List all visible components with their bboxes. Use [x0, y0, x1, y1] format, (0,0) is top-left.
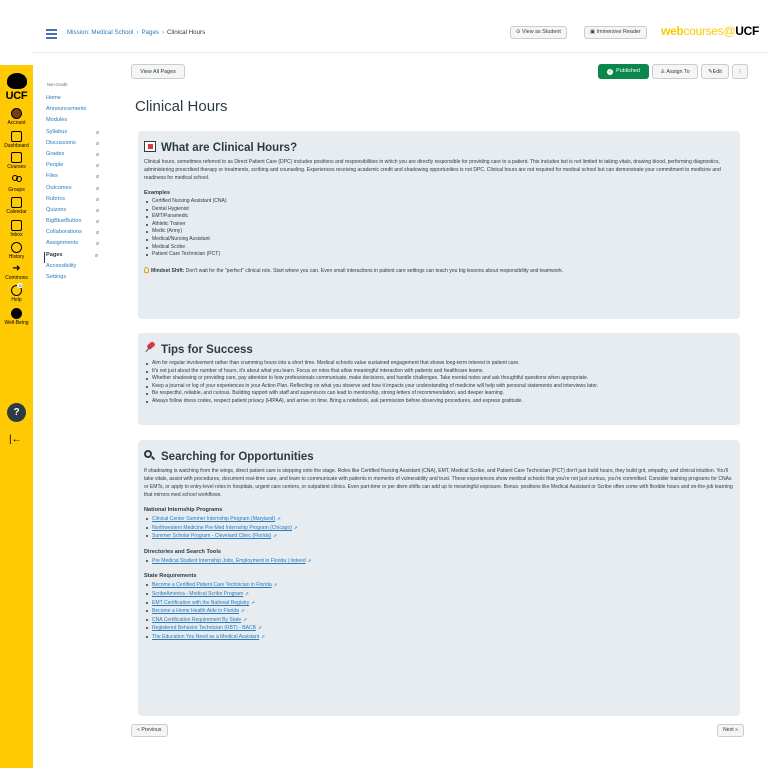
hidden-eye-icon: ø	[96, 129, 100, 136]
list-item: Be respectful, reliable, and curious. Building rapport with staff and supervisors can lead to mentorship, strong letters of recommendation, and deeper learning.	[144, 390, 734, 398]
hidden-eye-icon: ø	[96, 163, 100, 170]
assign-people-icon: ♙	[660, 69, 666, 75]
searching-for-opportunities-card	[138, 440, 740, 716]
list-item: Medical/Nursing Assistant	[144, 236, 734, 244]
hidden-eye-icon: ø	[96, 230, 100, 237]
list-item: Athletic Trainer	[144, 221, 734, 229]
course-nav-files[interactable]: Files ø	[46, 173, 100, 181]
global-nav-courses[interactable]: Courses	[0, 152, 33, 170]
list-item: Medical Scribe	[144, 244, 734, 252]
assign-to-button[interactable]: ♙ Assign To	[652, 64, 698, 79]
state-link[interactable]: EMT Certification with the National Registry	[152, 599, 250, 606]
hidden-eye-icon: ø	[96, 140, 100, 147]
list-item: Keep a journal or log of your experiences in your Action Plan. Reflecting on what you observe and how it impacts your understanding of medicine will help with personal statements and interviews later.	[144, 383, 734, 391]
hidden-eye-icon: ø	[96, 219, 100, 226]
external-link-icon: ⇗	[257, 625, 262, 631]
state-link[interactable]: The Education You Need as a Medical Assistant	[152, 633, 260, 640]
state-link[interactable]: Become a Certified Patient Care Technician in Florida	[152, 582, 272, 589]
list-item: Whether shadowing or providing care, pay attention to how professionals communicate, make decisions, and handle challenges. Take mental notes and ask thoughtful questions when appropriate.	[144, 375, 734, 383]
history-icon	[11, 242, 22, 253]
external-link-icon: ⇗	[273, 533, 277, 539]
course-nav-rubrics[interactable]: Rubrics ø	[46, 195, 100, 203]
course-term: Non-Credit	[47, 82, 68, 87]
commons-icon: ➜	[12, 263, 21, 274]
global-nav-well-being[interactable]: Well-Being	[0, 308, 33, 326]
examples-heading: Examples	[144, 190, 171, 196]
hidden-eye-icon: ø	[96, 185, 100, 192]
breadcrumb-course-link[interactable]: Mission: Medical School	[67, 29, 134, 36]
calendar-icon	[11, 197, 22, 208]
search-magnifier-icon	[144, 450, 156, 461]
course-nav-bigbluebutton[interactable]: BigBlueButton ø	[46, 218, 100, 226]
what-body: Clinical hours, sometimes referred to as Direct Patient Care (DPC) includes positions and responsibilities in which you are directly responsible for providing care to a patient. This includes but is not limited to taking vitals, drawing blood, performing diagnostics, administering prescribed therapy or treatments, scribing and counseling. Experiences receiving academic credit and shadowing opportunities is not DPC. Clinical hours are not required for medical school but can demonstrate your commitment to medicine and readiness for medical school.	[144, 159, 721, 181]
list-item: EMT/Paramedic	[144, 213, 734, 221]
hospital-icon	[144, 141, 156, 152]
hidden-eye-icon: ø	[96, 174, 100, 181]
course-nav-grades[interactable]: Grades ø	[46, 150, 100, 158]
next-page-button[interactable]: Next »	[717, 724, 744, 737]
webcourses-logo: webcourses@UCF	[661, 24, 760, 38]
external-link-icon: ⇗	[261, 633, 265, 639]
external-link-icon: ⇗	[245, 590, 249, 596]
hidden-eye-icon: ø	[96, 196, 100, 203]
groups-icon	[11, 175, 22, 186]
breadcrumb: Mission: Medical School › Pages › Clinical Hours	[67, 29, 206, 36]
course-nav-syllabus[interactable]: Syllabus ø	[46, 128, 100, 136]
search-body: If shadowing is watching from the wings, direct patient care is stepping onto the stage. Roles like Certified Nursing Assistant (CNA), EMT, Medical Scribe, and Patient Care Technician (PCT) don't just build hours, they build grit, empathy, and clinical intuition. You'll take vitals, assist with procedures, document real-time care, and learn to communicate with patients in moments of vulnerability and trust. These experiences show medical schools that you're not just curious, you're committed. Consider training programs for CNAs or EMTs, or apply to entry-level roles in hospitals, urgent care centers, or outpatient clinics. Even part-time or per diem shifts can add up to meaningful exposure. Bonus: positions like Medical Assistant or Scribe often come with flexible hours and on-the-job learning that mirrors med school workflows.	[144, 468, 733, 498]
list-item	[144, 515, 734, 524]
pegasus-icon	[7, 73, 27, 89]
list-item: Dental Hygienist	[144, 206, 734, 214]
global-nav-account[interactable]: Account	[0, 108, 33, 126]
hidden-eye-icon: ø	[96, 151, 100, 158]
help-icon	[11, 285, 22, 296]
directory-link[interactable]: Pre Medical Student Internship Jobs, Employment in Florida | Indeed	[152, 557, 306, 564]
external-link-icon: ⇗	[251, 599, 256, 605]
course-navigation	[46, 82, 106, 285]
inbox-icon	[11, 220, 22, 231]
well-being-icon	[11, 308, 22, 319]
edit-button[interactable]: ✎Edit	[701, 64, 729, 79]
list-item: Medic (Army)	[144, 228, 734, 236]
global-nav-history[interactable]: History	[0, 242, 33, 260]
global-nav-dashboard[interactable]: Dashboard	[0, 131, 33, 149]
course-nav-home[interactable]: Home	[46, 95, 61, 101]
list-item: Patient Care Technician (PCT)	[144, 251, 734, 259]
check-icon: ✓	[608, 69, 613, 75]
hamburger-menu-icon[interactable]	[46, 29, 57, 41]
mindset-shift: Mindset Shift: Don't wait for the "perfect" clinical role. Start where you can. Even small interactions in patient care settings can teach you big lessons about responsibility and teamwork.	[144, 267, 734, 274]
course-nav-collaborations[interactable]: Collaborations ø	[46, 229, 100, 237]
student-view-icon: ⊙	[516, 29, 521, 35]
collapse-nav-icon[interactable]: |←	[9, 434, 22, 445]
course-nav-settings[interactable]: Settings	[46, 274, 67, 280]
course-nav-quizzes[interactable]: Quizzes ø	[46, 206, 100, 214]
account-avatar-icon	[11, 108, 22, 119]
list-item: Certified Nursing Assistant (CNA)	[144, 198, 734, 206]
pushpin-icon	[144, 343, 156, 354]
list-item	[144, 599, 734, 608]
tips-list	[144, 360, 734, 406]
list-item: Aim for regular involvement rather than cramming hours into a short time. Medical schools value sustained engagement that shows long-term interest in patient care.	[144, 360, 734, 368]
course-nav-accessibility[interactable]: Accessibility	[46, 262, 77, 269]
national-internships-list	[144, 515, 734, 541]
external-link-icon: ⇗	[273, 582, 278, 588]
view-all-pages-button[interactable]: View All Pages	[131, 64, 185, 79]
directories-list	[144, 557, 734, 566]
external-link-icon: ⇗	[293, 524, 298, 530]
more-options-button[interactable]: ⋮	[732, 64, 748, 79]
what-heading: What are Clinical Hours?	[144, 141, 734, 154]
breadcrumb-pages-link[interactable]: Pages	[141, 29, 159, 36]
help-question-button[interactable]: ?	[7, 403, 26, 422]
external-link-icon: ⇗	[240, 608, 245, 614]
breadcrumb-current: Clinical Hours	[167, 29, 206, 36]
list-item	[144, 524, 734, 533]
list-item	[144, 616, 734, 625]
internship-link[interactable]: Clinical Center Summer Internship Program (Maryland)	[152, 516, 276, 522]
list-item	[144, 590, 734, 599]
state-requirements-heading: State Requirements	[144, 573, 197, 580]
search-heading: Searching for Opportunities	[144, 450, 734, 463]
state-requirements-list	[144, 581, 734, 641]
global-navigation	[0, 65, 33, 768]
course-nav-modules[interactable]: Modules	[46, 117, 68, 124]
course-nav-outcomes[interactable]: Outcomes ø	[46, 184, 100, 192]
national-internships-heading: National Internship Programs	[144, 507, 223, 513]
list-item	[144, 633, 734, 642]
help-badge: 10	[18, 283, 23, 288]
state-link[interactable]: Become a Home Health Aide in Florida	[152, 608, 239, 615]
ucf-logo[interactable]: UCF	[0, 73, 33, 102]
list-item: Always follow dress codes, respect patient privacy (HIPAA), and arrive on time. Bring a notebook, ask permission before observing procedures, and express gratitude.	[144, 398, 734, 406]
courses-icon	[11, 152, 22, 163]
course-nav-pages[interactable]: Pages ø	[44, 252, 106, 263]
dashboard-icon	[11, 131, 22, 142]
pencil-icon: ✎	[708, 69, 713, 75]
lightbulb-icon	[144, 267, 149, 273]
global-nav-groups[interactable]: Groups	[0, 175, 33, 193]
list-item	[144, 557, 734, 566]
course-nav-people[interactable]: People ø	[46, 162, 100, 170]
external-link-icon: ⇗	[243, 616, 247, 622]
tips-heading: Tips for Success	[144, 343, 734, 356]
state-link[interactable]: Registered Behavior Technician (RBT) - BACB	[152, 625, 256, 632]
internship-link[interactable]: Northwestern Medicine Pre-Med Internship Program (Chicago)	[152, 524, 292, 531]
previous-page-button[interactable]: « Previous	[131, 724, 168, 737]
state-link[interactable]: CNA Certification Requirement By State	[152, 616, 242, 623]
page-title: Clinical Hours	[135, 98, 228, 115]
hidden-eye-icon: ø	[96, 207, 100, 214]
immersive-reader-button[interactable]: ▣ Immersive Reader	[584, 26, 647, 39]
list-item	[144, 624, 734, 633]
tips-for-success-card	[138, 333, 740, 425]
global-nav-commons[interactable]: ➜ Commons	[5, 263, 28, 281]
global-nav-help[interactable]: 10 Help	[11, 283, 23, 303]
hidden-eye-icon: ø	[96, 241, 100, 248]
global-nav-inbox[interactable]: Inbox	[0, 220, 33, 238]
list-item	[144, 607, 734, 616]
hidden-eye-icon: ø	[95, 252, 99, 259]
course-nav-announcements[interactable]: Announcements	[46, 106, 87, 113]
global-nav-calendar[interactable]: Calendar	[0, 197, 33, 215]
header-divider	[33, 52, 768, 53]
internship-link[interactable]: Summer Scholar Program - Cleveland Clinic (Florida)	[152, 533, 272, 540]
list-item	[144, 581, 734, 590]
list-item: It's not just about the number of hours, it's about what you learn. Focus on roles that allow meaningful interaction with patients and healthcare teams.	[144, 368, 734, 376]
list-item	[144, 532, 734, 541]
external-link-icon: ⇗	[307, 557, 312, 563]
examples-list	[144, 198, 734, 259]
view-as-student-button[interactable]: ⊙ View as Student	[510, 26, 567, 39]
what-are-clinical-hours-card	[138, 131, 740, 319]
course-nav-discussions[interactable]: Discussions ø	[46, 139, 100, 147]
course-nav-assignments[interactable]: Assignments ø	[46, 240, 100, 248]
state-link[interactable]: ScribeAmerica - Medical Scribe Program	[152, 590, 244, 597]
published-button[interactable]: ✓ Published	[598, 64, 649, 79]
external-link-icon: ⇗	[277, 516, 281, 521]
directories-heading: Directories and Search Tools	[144, 548, 221, 555]
immersive-reader-icon: ▣	[590, 29, 596, 35]
